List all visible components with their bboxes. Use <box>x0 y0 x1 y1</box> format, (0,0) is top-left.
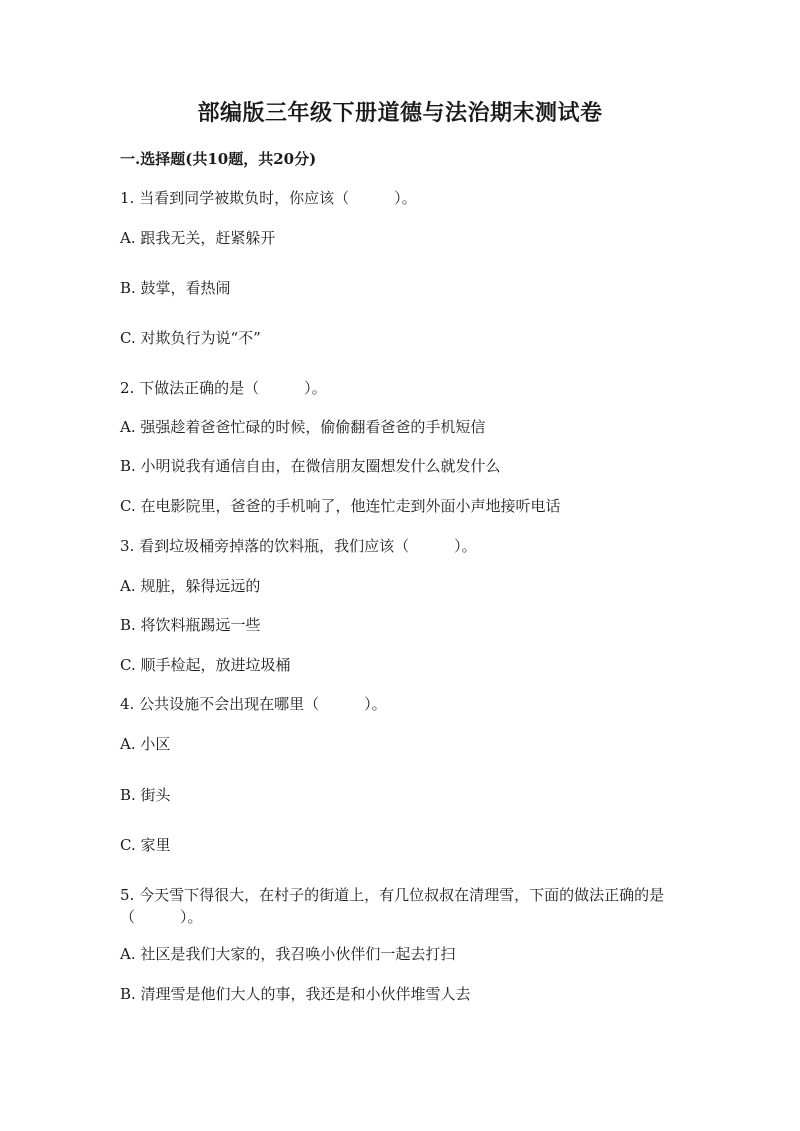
question-4-option-c: C. 家里 <box>120 836 171 854</box>
question-3-stem: 3. 看到垃圾桶旁掉落的饮料瓶，我们应该（ ）。 <box>120 537 477 555</box>
question-5-option-a: A. 社区是我们大家的，我召唤小伙伴们一起去打扫 <box>120 945 456 963</box>
question-2-option-a: A. 强强趁着爸爸忙碌的时候，偷偷翻看爸爸的手机短信 <box>120 418 486 436</box>
question-5-stem: 5. 今天雪下得很大，在村子的街道上，有几位叔叔在清理雪，下面的做法正确的是（ ）。 <box>120 886 665 926</box>
question-4-stem: 4. 公共设施不会出现在哪里（ ）。 <box>120 695 387 713</box>
question-3-option-c: C. 顺手检起，放进垃圾桶 <box>120 656 291 674</box>
question-2-option-b: B. 小明说我有通信自由，在微信朋友圈想发什么就发什么 <box>120 457 501 475</box>
page-title: 部编版三年级下册道德与法治期末测试卷 <box>197 100 603 126</box>
question-2-stem: 2. 下做法正确的是（ ）。 <box>120 379 327 397</box>
question-2-option-c: C. 在电影院里，爸爸的手机响了，他连忙走到外面小声地接听电话 <box>120 497 561 515</box>
question-1-option-b: B. 鼓掌，看热闹 <box>120 279 231 297</box>
question-4-option-a: A. 小区 <box>120 735 171 753</box>
question-3-option-b: B. 将饮料瓶踢远一些 <box>120 616 261 634</box>
question-4-option-b: B. 街头 <box>120 786 171 804</box>
question-5-option-b: B. 清理雪是他们大人的事，我还是和小伙伴堆雪人去 <box>120 985 471 1003</box>
question-1-option-c: C. 对欺负行为说“不” <box>120 329 261 347</box>
question-1-stem: 1. 当看到同学被欺负时，你应该（ ）。 <box>120 189 417 207</box>
section-heading: 一.选择题(共10题，共20分) <box>120 150 317 168</box>
question-1-option-a: A. 跟我无关，赶紧躲开 <box>120 229 276 247</box>
question-3-option-a: A. 规脏，躲得远远的 <box>120 577 261 595</box>
